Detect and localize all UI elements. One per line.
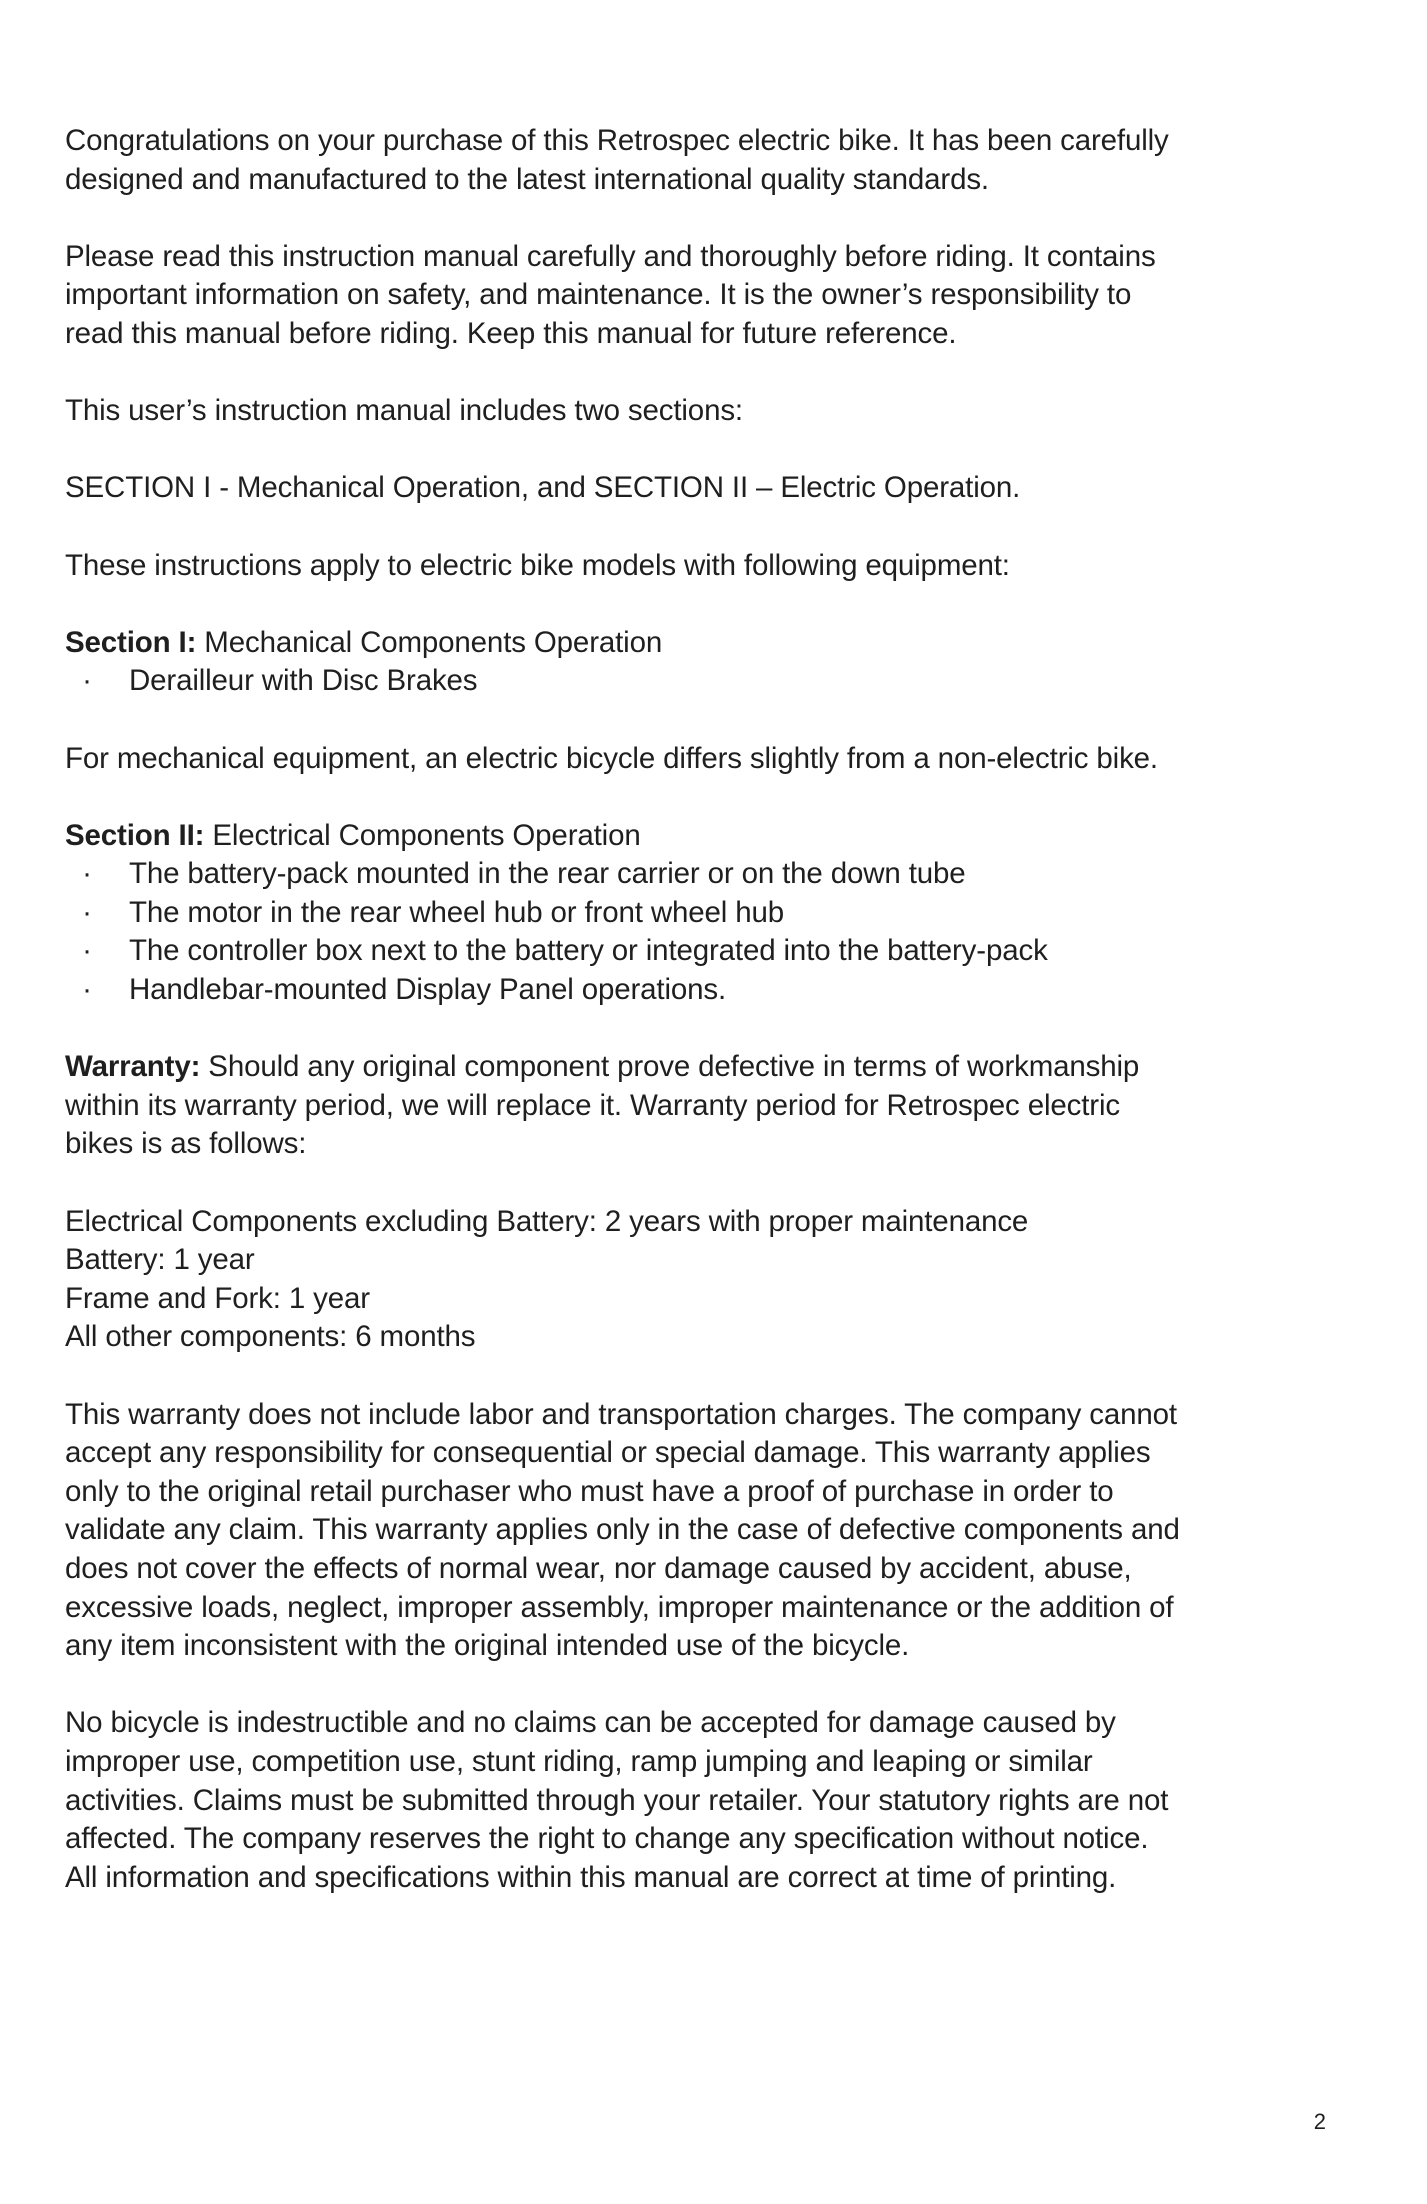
- section-1-list: [65, 662, 1365, 701]
- warranty-line: within its warranty period, we will replace it. Warranty period for Retrospec electric: [65, 1088, 1120, 1122]
- warranty-period-item: Electrical Components excluding Battery: 2 years with proper maintenance: [65, 1204, 1029, 1238]
- intro-line: designed and manufactured to the latest international quality standards.: [65, 162, 989, 196]
- warranty-first-line-text: Should any original component prove defective in terms of workmanship: [200, 1050, 1140, 1084]
- apply-text: These instructions apply to electric bike models with following equipment:: [65, 548, 1010, 582]
- list-item-text: The controller box next to the battery or integrated into the battery-pack: [129, 934, 1048, 968]
- warranty-label: Warranty:: [65, 1050, 201, 1084]
- manual-page-body: [65, 122, 1365, 1936]
- intro-paragraph: [65, 122, 1365, 199]
- list-item: [65, 932, 1365, 971]
- sections-intro-text: This user’s instruction manual includes two sections:: [65, 394, 743, 428]
- warranty-terms-line: This warranty does not include labor and transportation charges. The company cannot: [65, 1397, 1177, 1431]
- list-item-text: The battery-pack mounted in the rear carrier or on the down tube: [129, 857, 966, 891]
- read-manual-paragraph: [65, 238, 1365, 354]
- section-1-label: Section I:: [65, 625, 197, 659]
- warranty-terms-line: accept any responsibility for consequential or special damage. This warranty applies: [65, 1436, 1151, 1470]
- list-item-text: Derailleur with Disc Brakes: [129, 664, 478, 698]
- warranty-first-line: [65, 1048, 1365, 1087]
- list-item-text: Handlebar-mounted Display Panel operations.: [129, 973, 727, 1007]
- bullet-icon: ·: [82, 664, 92, 698]
- bullet-icon: ·: [82, 857, 92, 891]
- disclaimer-line: activities. Claims must be submitted through your retailer. Your statutory rights are not: [65, 1783, 1169, 1817]
- sections-intro-paragraph: [65, 392, 1365, 431]
- section-1-heading: [65, 624, 1365, 663]
- warranty-terms-line: does not cover the effects of normal wear, nor damage caused by accident, abuse,: [65, 1551, 1132, 1585]
- section-2-title: Electrical Components Operation: [204, 818, 641, 852]
- mechanical-note-text: For mechanical equipment, an electric bicycle differs slightly from a non-electric bike.: [65, 741, 1158, 775]
- disclaimer-line: All information and specifications within this manual are correct at time of printing.: [65, 1860, 1117, 1894]
- disclaimer-line: improper use, competition use, stunt riding, ramp jumping and leaping or similar: [65, 1744, 1093, 1778]
- section-2-heading: [65, 817, 1365, 856]
- list-item: [65, 855, 1365, 894]
- warranty-terms-line: validate any claim. This warranty applies only in the case of defective components and: [65, 1513, 1180, 1547]
- section-2-block: [65, 817, 1365, 1010]
- list-item-text: The motor in the rear wheel hub or front wheel hub: [129, 895, 784, 929]
- warranty-period-item: Frame and Fork: 1 year: [65, 1281, 370, 1315]
- warranty-paragraph: [65, 1048, 1365, 1164]
- mechanical-note-paragraph: [65, 740, 1365, 779]
- warranty-terms-line: excessive loads, neglect, improper assembly, improper maintenance or the addition of: [65, 1590, 1174, 1624]
- list-item: [65, 894, 1365, 933]
- warranty-terms-line: any item inconsistent with the original intended use of the bicycle.: [65, 1629, 910, 1663]
- page-number: 2: [1313, 2109, 1326, 2134]
- read-manual-line: read this manual before riding. Keep this manual for future reference.: [65, 316, 957, 350]
- disclaimer-paragraph: [65, 1704, 1365, 1897]
- disclaimer-line: No bicycle is indestructible and no claims can be accepted for damage caused by: [65, 1706, 1116, 1740]
- read-manual-line: important information on safety, and maintenance. It is the owner’s responsibility to: [65, 278, 1132, 312]
- warranty-terms-paragraph: [65, 1396, 1365, 1666]
- warranty-terms-line: only to the original retail purchaser who must have a proof of purchase in order to: [65, 1474, 1114, 1508]
- sections-list-paragraph: [65, 469, 1365, 508]
- warranty-period-item: Battery: 1 year: [65, 1243, 255, 1277]
- bullet-icon: ·: [82, 895, 92, 929]
- bullet-icon: ·: [82, 934, 92, 968]
- read-manual-line: Please read this instruction manual carefully and thoroughly before riding. It contains: [65, 239, 1156, 273]
- apply-paragraph: [65, 547, 1365, 586]
- disclaimer-line: affected. The company reserves the right to change any specification without notice.: [65, 1822, 1149, 1856]
- warranty-period-item: All other components: 6 months: [65, 1320, 476, 1354]
- warranty-line: bikes is as follows:: [65, 1127, 307, 1161]
- intro-line: Congratulations on your purchase of this Retrospec electric bike. It has been carefully: [65, 124, 1169, 157]
- section-1-title: Mechanical Components Operation: [196, 625, 663, 659]
- section-2-label: Section II:: [65, 818, 205, 852]
- sections-list-text: SECTION I - Mechanical Operation, and SECTION II – Electric Operation.: [65, 471, 1021, 505]
- section-1-block: [65, 624, 1365, 701]
- list-item: [65, 662, 1365, 701]
- warranty-periods-list: [65, 1203, 1365, 1357]
- bullet-icon: ·: [82, 973, 92, 1007]
- section-2-list: [65, 855, 1365, 1009]
- list-item: [65, 971, 1365, 1010]
